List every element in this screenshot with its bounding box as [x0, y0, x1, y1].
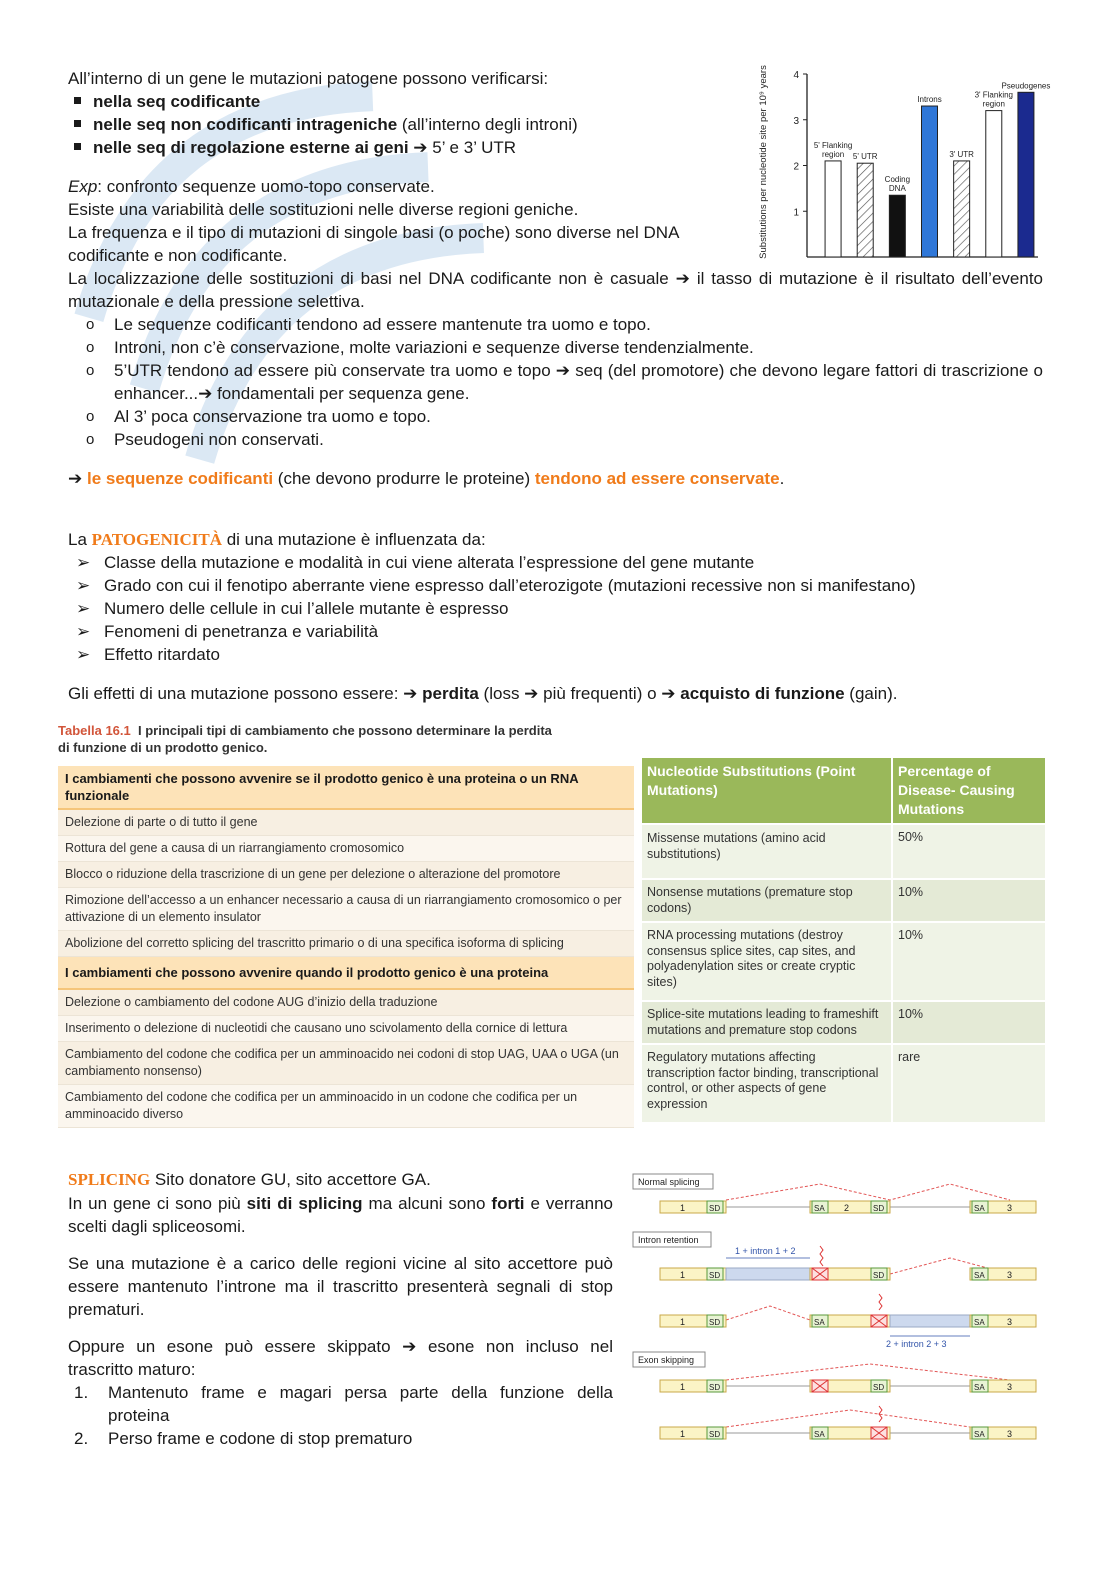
splice-acceptor-label: SA — [814, 1430, 825, 1439]
intro-bullet: nella seq codificante — [74, 90, 578, 113]
list-item: o Pseudogeni non conservati. — [86, 430, 324, 449]
table-row: Delezione di parte o di tutto il gene — [58, 810, 634, 836]
chart-bar — [1018, 92, 1034, 257]
table-section-header: I cambiamenti che possono avvenire quando il prodotto genico è una proteina — [58, 957, 634, 990]
conclusion-line: ➔ le sequenze codificanti (che devono produrre le proteine) tendono ad essere conservate. — [68, 469, 785, 488]
pathogenicity-heading: La PATOGENICITÀ di una mutazione è influenzata da: — [68, 530, 486, 549]
chart-y-tick-label: 4 — [793, 70, 799, 81]
arrowhead-bullet-icon: ➢ — [76, 622, 91, 641]
splice-donor-label: SD — [709, 1430, 721, 1439]
intro-bullet: nelle seq non codificanti intrageniche (all’interno degli introni) — [74, 113, 578, 136]
list-item: o 5’UTR tendono ad essere più conservate tra uomo e topo ➔ seq (del promotore) che devono legare fattori di trascrizione o enhancer...➔ fondamentali per sequenza gene. — [86, 361, 1043, 403]
table-section-rows — [58, 990, 634, 1128]
square-bullet-icon — [74, 120, 81, 127]
chart-category-label: 5' UTR — [852, 152, 878, 162]
column-header: Nucleotide Substitutions (Point Mutations) — [642, 758, 892, 824]
list-item: 1. Mantenuto frame e magari persa parte della funzione della proteina — [74, 1383, 613, 1425]
exon-skipping-label: Exon skipping — [638, 1355, 695, 1365]
chart-ylabel: Substitutions per nucleotide site per 10⁹ years — [758, 65, 769, 259]
splicing-paragraph: Oppure un esone può essere skippato ➔ esone non incluso nel trascritto maturo: — [68, 1337, 613, 1379]
arrowhead-bullet-icon: ➢ — [76, 599, 91, 618]
table-16-1 — [58, 722, 634, 1128]
exon-label: 3 — [1007, 1270, 1013, 1280]
substitution-rate-chart — [752, 62, 1051, 262]
exon-label: 1 — [680, 1270, 686, 1280]
list-item: o Introni, non c’è conservazione, molte variazioni e sequenze diverse tendenzialmente. — [86, 338, 754, 357]
chart-y-tick-label: 1 — [793, 207, 799, 219]
exon-label: 1 — [680, 1203, 686, 1213]
table-row: Cambiamento del codone che codifica per un amminoacido nei codoni di stop UAG, UAA o UGA (un cambiamento nonsenso) — [58, 1042, 634, 1085]
table-row: Inserimento o delezione di nucleotidi che causano uno scivolamento della cornice di lettura — [58, 1016, 634, 1042]
list-item: ➢ Effetto ritardato — [76, 645, 220, 664]
conservation-list — [86, 313, 1043, 451]
list-item: ➢ Grado con cui il fenotipo aberrante viene espresso dall’eterozigote (mutazioni recessive non si manifestano) — [76, 576, 916, 595]
arrowhead-bullet-icon: ➢ — [76, 576, 91, 595]
effects-line: Gli effetti di una mutazione possono essere: ➔ perdita (loss ➔ più frequenti) o ➔ acquisto di funzione (gain). — [68, 684, 898, 703]
intro-bullet-list — [74, 90, 578, 159]
point-mutations-table — [642, 758, 1047, 1122]
exon-label: 1 — [680, 1317, 686, 1327]
square-bullet-icon — [74, 97, 81, 104]
table-row: Nonsense mutations (premature stop codons) 10% — [642, 879, 1046, 922]
splice-acceptor-label: SA — [974, 1271, 985, 1280]
splice-acceptor-label: SA — [974, 1430, 985, 1439]
exon-label: 3 — [1007, 1203, 1013, 1213]
splice-donor-label: SD — [709, 1318, 721, 1327]
pathogenicity-list — [76, 551, 916, 666]
list-item: 2. Perso frame e codone di stop prematuro — [74, 1429, 413, 1448]
splice-donor-label: SD — [873, 1271, 885, 1280]
intron-retention-note: 1 + intron 1 + 2 — [735, 1246, 796, 1256]
splice-donor-label: SD — [709, 1383, 721, 1392]
chart-category-label: 5' Flanking region — [813, 140, 853, 159]
chart-category-label: Coding DNA — [884, 175, 911, 194]
intron-retention-note: 2 + intron 2 + 3 — [886, 1339, 947, 1349]
splicing-diagram — [630, 1170, 1046, 1452]
chart-bar — [922, 106, 938, 257]
splice-donor-label: SD — [873, 1204, 885, 1213]
exon-label: 2 — [844, 1203, 850, 1213]
chart-bar — [954, 161, 970, 257]
splice-acceptor-label: SA — [814, 1204, 825, 1213]
chart-bar — [857, 163, 873, 257]
intron-retention-label: Intron retention — [638, 1235, 699, 1245]
list-item: ➢ Numero delle cellule in cui l’allele mutante è espresso — [76, 599, 509, 618]
table-row: Missense mutations (amino acid substitutions) 50% — [642, 824, 1046, 879]
list-item: ➢ Fenomeni di penetranza e variabilità — [76, 622, 379, 641]
table-row: Blocco o riduzione della trascrizione di un gene per delezione o alterazione del promotore — [58, 862, 634, 888]
chart-category-label: Pseudogenes — [1001, 81, 1051, 91]
splicing-section — [68, 1168, 613, 1450]
table-caption: Tabella 16.1 I principali tipi di cambiamento che possono determinare la perdita di funzione di un prodotto genico. — [58, 723, 552, 755]
list-item: o Le sequenze codificanti tendono ad essere mantenute tra uomo e topo. — [86, 315, 651, 334]
chart-bar — [889, 195, 905, 257]
table-section-header: I cambiamenti che possono avvenire se il prodotto genico è una proteina o un RNA funzionale — [58, 766, 634, 810]
splice-acceptor-label: SA — [974, 1204, 985, 1213]
splicing-paragraph: In un gene ci sono più siti di splicing ma alcuni sono forti e verranno scelti dagli spliceosomi. — [68, 1194, 613, 1236]
intro-line: All’interno di un gene le mutazioni patogene possono verificarsi: — [68, 69, 549, 88]
chart-category-label: 3' Flanking region — [974, 90, 1014, 109]
table-row: Splice-site mutations leading to frameshift mutations and premature stop codons 10% — [642, 1001, 1046, 1044]
table-row: Rimozione dell’accesso a un enhancer necessario a causa di un riarrangiamento cromosomico o per attivazione di un elemento insulator — [58, 888, 634, 931]
chart-y-tick-label: 2 — [793, 161, 799, 173]
exon-label: 1 — [680, 1429, 686, 1439]
splice-acceptor-label: SA — [974, 1318, 985, 1327]
table-row: Rottura del gene a causa di un riarrangiamento cromosomico — [58, 836, 634, 862]
chart-category-label: Introns — [917, 95, 942, 105]
table-section-rows — [58, 810, 634, 957]
splice-acceptor-label: SA — [974, 1383, 985, 1392]
list-item: ➢ Classe della mutazione e modalità in cui viene alterata l’espressione del gene mutante — [76, 553, 755, 572]
list-item: o Al 3’ poca conservazione tra uomo e topo. — [86, 407, 431, 426]
chart-category-label: 3' UTR — [949, 149, 974, 159]
chart-bar — [986, 111, 1002, 257]
exon-label: 3 — [1007, 1317, 1013, 1327]
arrowhead-bullet-icon: ➢ — [76, 645, 91, 664]
splice-donor-label: SD — [709, 1204, 721, 1213]
exon-label: 1 — [680, 1382, 686, 1392]
chart-y-tick-label: 3 — [793, 115, 799, 127]
column-header: Percentage of Disease- Causing Mutations — [892, 758, 1046, 824]
table-row: RNA processing mutations (destroy consensus splice sites, cap sites, and polyadenylation sites or create cryptic sites) 10% — [642, 922, 1046, 1001]
exon-label: 3 — [1007, 1429, 1013, 1439]
table-row: Regulatory mutations affecting transcription factor binding, transcriptional control, or other aspects of gene expression rare — [642, 1044, 1046, 1122]
splice-donor-label: SD — [709, 1271, 721, 1280]
exp-paragraph: La localizzazione delle sostituzioni di basi nel DNA codificante non è casuale ➔ il tasso di mutazione è il risultato dell’evento mutazionale e della pressione selettiva. — [68, 269, 1043, 311]
arrowhead-bullet-icon: ➢ — [76, 553, 91, 572]
splicing-paragraph: Se una mutazione è a carico delle regioni vicine al sito accettore può essere mantenuto l’introne ma il trascritto presenterà segnali di stop prematuri. — [68, 1254, 613, 1319]
table-row: Cambiamento del codone che codifica per un amminoacido in un codone che codifica per un amminoacido diverso — [58, 1085, 634, 1128]
exp-block: Exp: confronto sequenze uomo-topo conservate. Esiste una variabilità delle sostituzioni nelle diverse regioni geniche. La frequenza e il tipo di mutazioni di singole basi (o poche) sono diverse nel DNA codificante e non codificante. La localizzazione delle sostituzioni di basi nel DNA codificante non è casuale ➔ il tasso di mutazione è il risultato dell’evento mutazionale e della pressione selettiva. — [68, 177, 1043, 311]
table-row: Delezione o cambiamento del codone AUG d’inizio della traduzione — [58, 990, 634, 1016]
intro-bullet: nelle seq di regolazione esterne ai geni ➔ 5’ e 3’ UTR — [74, 136, 578, 159]
chart-bar — [825, 161, 841, 257]
table-row: Abolizione del corretto splicing del trascritto primario o di una specifica isoforma di splicing — [58, 931, 634, 957]
splice-donor-label: SD — [873, 1383, 885, 1392]
normal-splicing-label: Normal splicing — [638, 1177, 700, 1187]
exon-label: 3 — [1007, 1382, 1013, 1392]
splicing-heading: SPLICING Sito donatore GU, sito accettore GA. — [68, 1170, 431, 1189]
square-bullet-icon — [74, 143, 81, 150]
splice-acceptor-label: SA — [814, 1318, 825, 1327]
